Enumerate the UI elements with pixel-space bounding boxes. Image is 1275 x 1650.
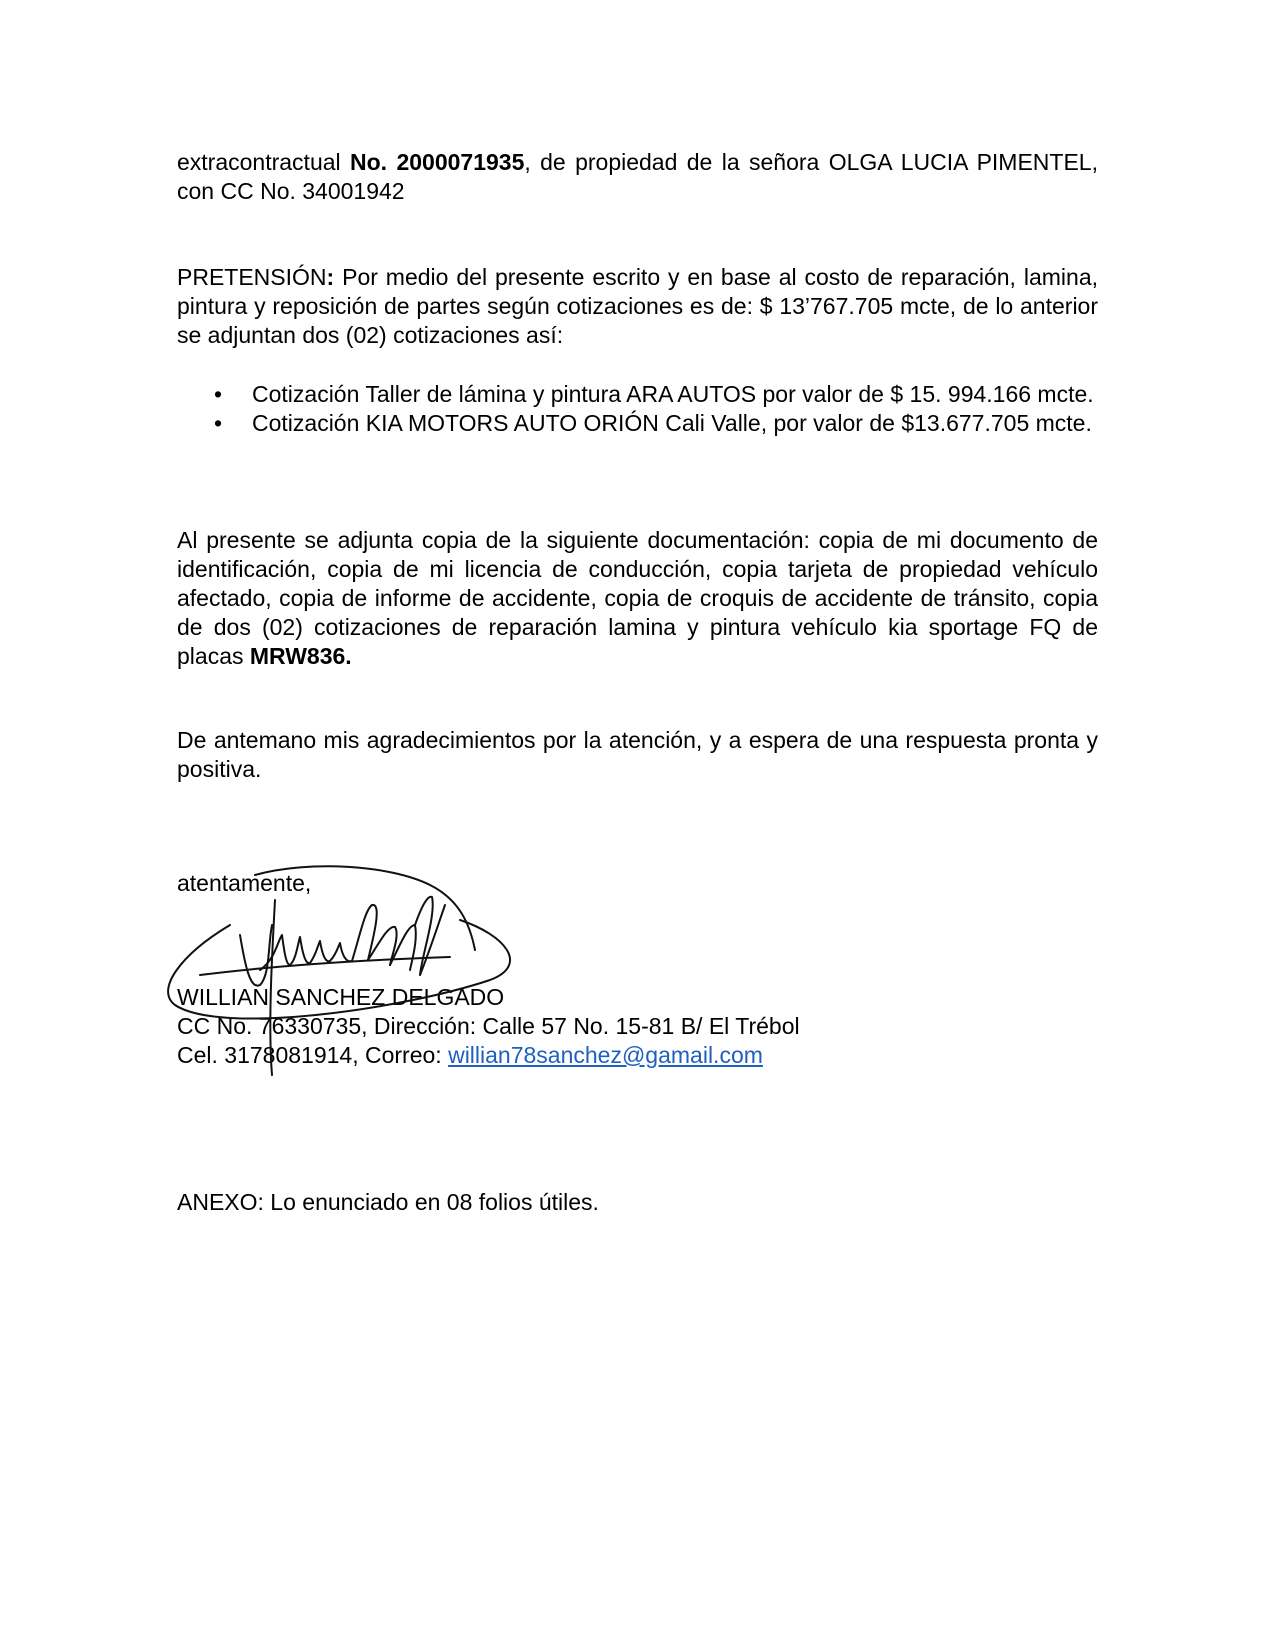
paragraph-pretension — [177, 263, 1098, 350]
closing — [177, 869, 1098, 898]
signer-block — [177, 983, 1098, 1070]
annex — [177, 1188, 1098, 1217]
policy-number: No. 2000071935 — [350, 149, 525, 175]
thanks-text: De antemano mis agradecimientos por la atención, y a espera de una respuesta pronta y positiva. — [177, 727, 1098, 782]
paragraph-policy — [177, 148, 1098, 206]
pretension-text: Por medio del presente escrito y en base al costo de reparación, lamina, pintura y reposición de partes según cotizaciones es de: $ 13’767.705 mcte, de lo anterior se adjuntan dos (02) cotizaciones así: — [177, 264, 1098, 348]
policy-text-start: extracontractual — [177, 149, 351, 175]
paragraph-thanks — [177, 726, 1098, 784]
paragraph-attachments — [177, 526, 1098, 671]
closing-text: atentamente, — [177, 870, 312, 896]
signer-id-address: CC No. 76330735, Dirección: Calle 57 No. 15-81 B/ El Trébol — [177, 1013, 800, 1039]
signer-contact — [177, 1041, 1098, 1070]
vehicle-plate: MRW836. — [249, 643, 352, 669]
pretension-label: PRETENSIÓN — [177, 264, 327, 290]
policy-text-end: , de propiedad de la señora OLGA LUCIA PIMENTEL, con CC No. 34001942 — [177, 149, 1098, 204]
quotation-list — [177, 380, 1098, 438]
annex-text: ANEXO: Lo enunciado en 08 folios útiles. — [177, 1189, 599, 1215]
signer-email-link[interactable]: willian78sanchez@gamail.com — [448, 1042, 763, 1068]
list-item: • Cotización KIA MOTORS AUTO ORIÓN Cali Valle, por valor de $13.677.705 mcte. — [177, 409, 1098, 438]
signer-name: WILLIAN SANCHEZ DELGADO — [177, 984, 505, 1010]
list-item: • Cotización Taller de lámina y pintura ARA AUTOS por valor de $ 15. 994.166 mcte. — [177, 380, 1098, 409]
attachments-text: Al presente se adjunta copia de la siguiente documentación: copia de mi documento de identificación, copia de mi licencia de conducción, copia tarjeta de propiedad vehículo afectado, copia de informe de accidente, copia de croquis de accidente de tránsito, copia de dos (02) cotizaciones de reparación lamina y pintura vehículo kia sportage FQ de placas — [177, 527, 1098, 669]
signer-phone: Cel. 3178081914, Correo: — [177, 1042, 449, 1068]
pretension-colon: : — [326, 264, 335, 290]
